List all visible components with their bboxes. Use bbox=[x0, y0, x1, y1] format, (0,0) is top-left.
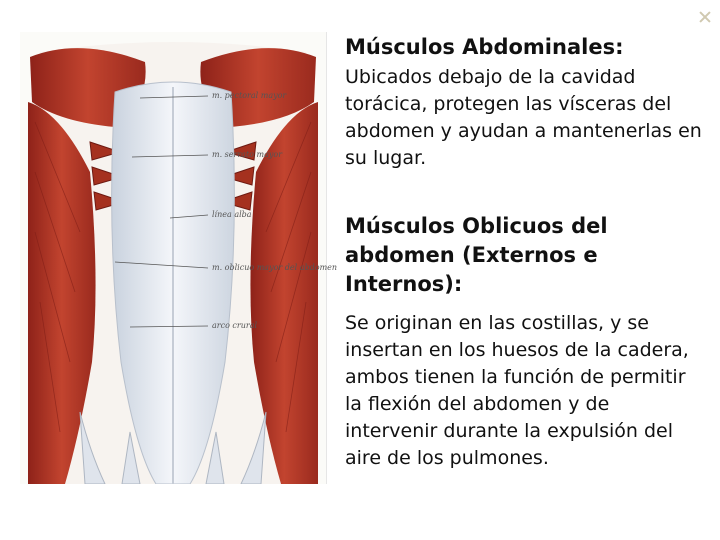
abdominal-muscles-illustration bbox=[20, 32, 338, 484]
section-title-abdominales: Músculos Abdominales: bbox=[345, 35, 624, 59]
section-title-oblicuos: Músculos Oblicuos del abdomen (Externos e Internos): bbox=[345, 214, 608, 296]
label-linea-alba: línea alba bbox=[212, 210, 252, 219]
section-body-oblicuos: Se originan en las costillas, y se insertan en los huesos de la cadera, ambos tienen la función de permitir la flexión del abdomen y de intervenir durante la expulsión del aire de los pulmones. bbox=[345, 312, 689, 469]
label-pectoral: m. pectoral mayor bbox=[212, 91, 287, 100]
label-serrato: m. serrato mayor bbox=[212, 150, 283, 159]
corner-decoration bbox=[698, 10, 712, 24]
section-body-abdominales: Ubicados debajo de la cavidad torácica, protegen las vísceras del abdomen y ayudan a mantenerlas en su lugar. bbox=[345, 66, 702, 169]
label-oblicuo: m. oblicuo mayor del abdomen bbox=[212, 263, 338, 272]
label-arco-crural: arco crural bbox=[212, 321, 258, 330]
